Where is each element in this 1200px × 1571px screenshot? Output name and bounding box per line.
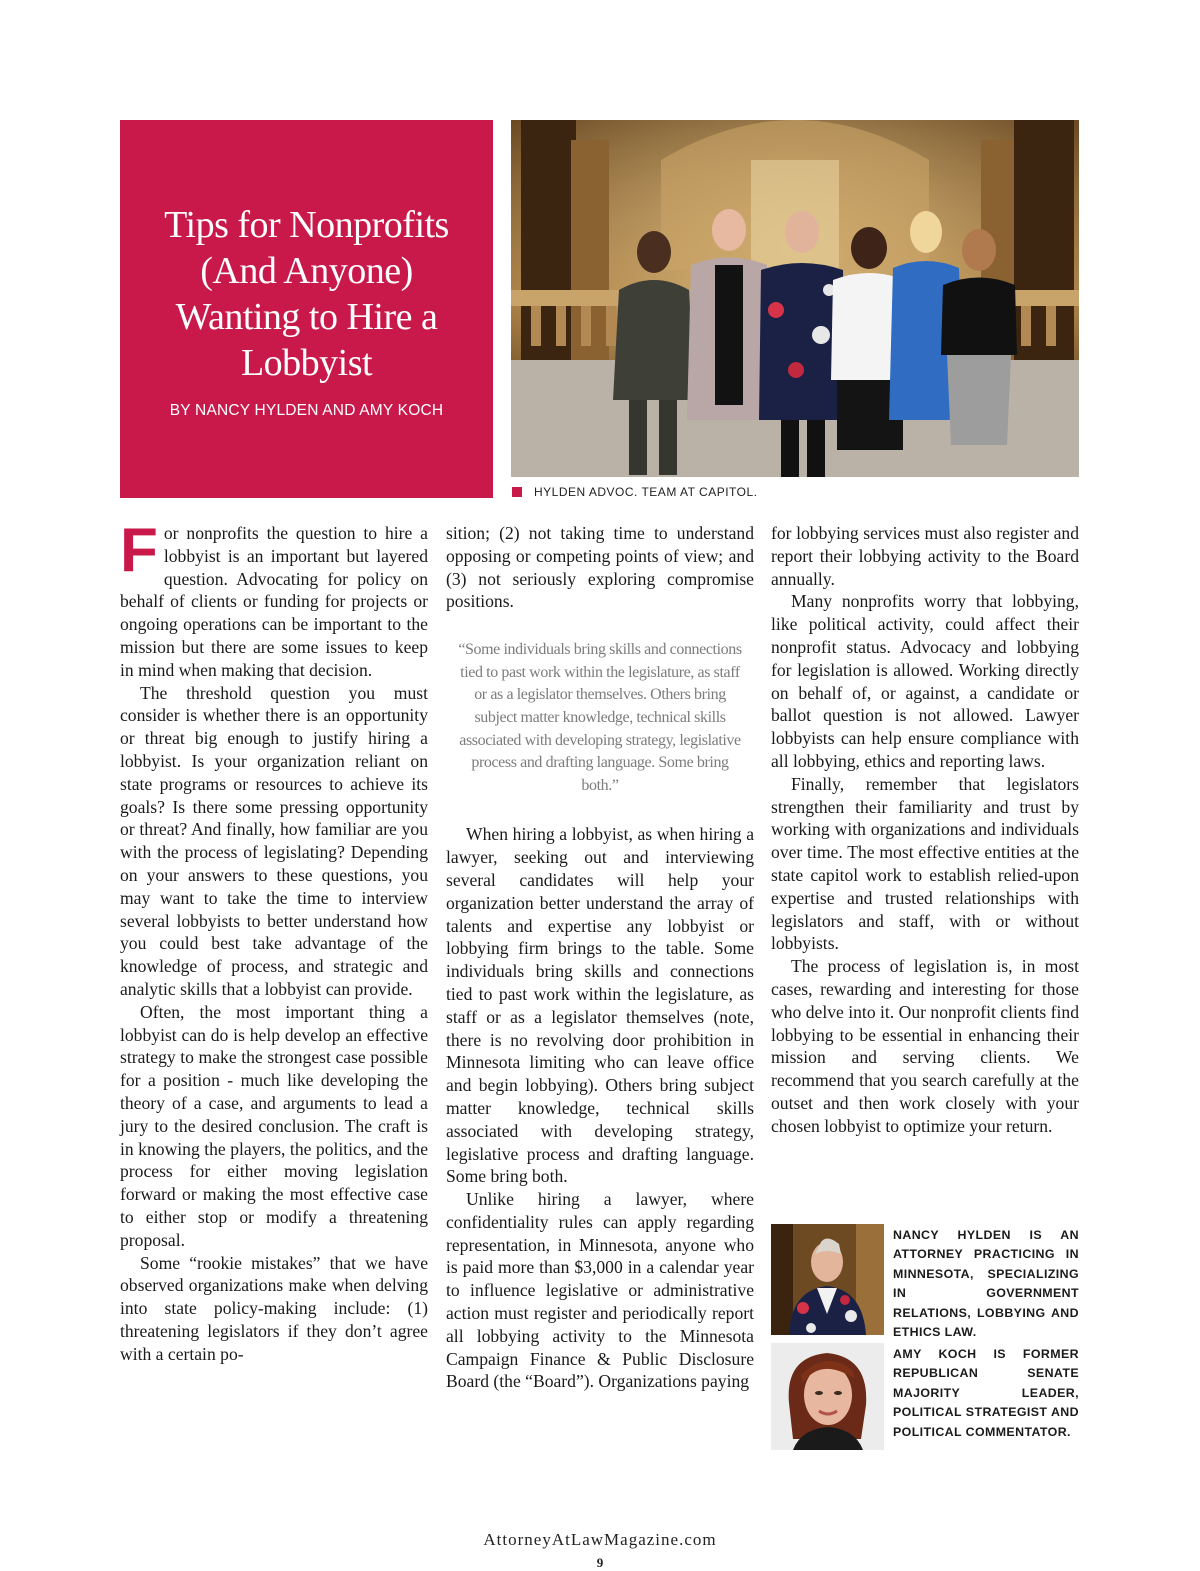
paragraph: Many nonprofits worry that lobbying, like political activity, could affect their nonprofit status. Advocacy and lobbying for legislation is allowed. Working directly on behalf of, or against, a candidate or ballot question is not allowed. Lawyer lobbyists can help ensure compliance with all lobbying, ethics and reporting laws. (771, 591, 1079, 771)
paragraph (120, 516, 428, 682)
caption-text: HYLDEN ADVOC. TEAM AT CAPITOL. (534, 485, 758, 499)
pull-quote: “Some individuals bring skills and connections tied to past work within the legislature, as staff or as a legislator themselves. Others bring subject matter knowledge, technical skills associated with developing strategy, legislative process and drafting language. Some bring both.” (458, 641, 742, 794)
team-photo (511, 120, 1079, 477)
author-bio-koch (771, 1343, 1079, 1453)
article-title: Tips for Nonprofits (And Anyone) Wanting to Hire a Lobbyist (164, 204, 449, 384)
paragraph: Often, the most important thing a lobbyist can do is help develop an effective strategy to make the strongest case possible for a position - much like developing the theory of a case, and arguments to lead a jury to the desired conclusion. The craft is in knowing the players, the politics, and the process for either moving legislation forward or making the most effective case to either stop or modify a threatening proposal. (120, 1001, 428, 1250)
paragraph: The threshold question you must consider is whether there is an opportunity or threat big enough to justify hiring a lobbyist. Is your organization reliant on state programs or resources to achieve its goals? Is there some pressing opportunity or threat? And finally, how familiar are you with the process of legislating? Depending on your answers to these questions, you may want to take the time to interview several lobbyists to better understand how you could best take advantage of the knowledge of process, and strategic and analytic skills that a lobbyist can provide. (120, 682, 428, 999)
title-block (120, 120, 493, 498)
drop-cap: F (120, 516, 158, 585)
bio-text: AMY KOCH IS FORMER REPUBLICAN SENATE MAJORITY LEADER, POLITICAL STRATEGIST AND POLITICAL COMMENTATOR. (893, 1347, 1079, 1439)
author-photo-koch (771, 1343, 884, 1450)
author-photo-hylden (771, 1224, 884, 1335)
page-number: 9 (596, 1555, 604, 1570)
caption-marker (512, 487, 522, 497)
paragraph: When hiring a lobbyist, as when hiring a lawyer, seeking out and interviewing several candidates will help your organization better understand the array of talents and expertise any lobbyist or lobbying firm brings to the table. Some individuals bring skills and connections tied to past work within the legislature, as staff or as a legislator themselves (note, there is no revolving door prohibition in Minnesota limiting who can leave office and begin lobbying). Others bring subject matter knowledge, technical skills associated with developing strategy, legislative process and drafting language. Some bring both. (446, 824, 754, 1187)
column-2 (446, 522, 754, 1393)
paragraph: Some “rookie mistakes” that we have observed organizations make when delving into state policy-making include: (1) threatening legislators if they don’t agree with a certain po- (120, 1252, 428, 1364)
photo-caption (512, 485, 758, 499)
author-bio-hylden (771, 1224, 1079, 1339)
paragraph: The process of legislation is, in most cases, rewarding and interesting for those who delve into it. Our nonprofit clients find lobbying to be essential in enhancing their mission and serving clients. We recommend that you search carefully at the outset and then work closely with your chosen lobbyist to optimize your return. (771, 956, 1079, 1136)
paragraph: for lobbying services must also register and report their lobbying activity to the Board annually. (771, 523, 1079, 589)
paragraph: Unlike hiring a lawyer, where confidentiality rules can apply regarding representation, in Minnesota, anyone who is paid more than $3,000 in a calendar year to influence legislative or administrative action must register and periodically report all lobbying activity to the Minnesota Campaign Finance & Public Disclosure Board (the “Board”). Organizations paying (446, 1189, 754, 1392)
column-1 (120, 516, 428, 1365)
paragraph: sition; (2) not taking time to understand opposing or competing points of view; and (3) not seriously exploring compromise positions. (446, 523, 754, 612)
column-3 (771, 522, 1079, 1138)
footer-site: AttorneyAtLawMagazine.com (483, 1530, 717, 1549)
paragraph-text: or nonprofits the question to hire a lobbyist is an important but layered question. Advocating for policy on behalf of clients or funding for projects or ongoing operations can be important to the mission but there are some issues to keep in mind when making that decision. (120, 523, 428, 680)
paragraph: Finally, remember that legislators strengthen their familiarity and trust by working with organizations and individuals over time. The most effective entities at the state capitol work to establish relied-upon expertise and trusted relationships with legislators and staff, with or without lobbyists. (771, 773, 1079, 954)
bio-text: NANCY HYLDEN IS AN ATTORNEY PRACTICING IN MINNESOTA, SPECIALIZING IN GOVERNMENT RELATIONS, LOBBYING AND ETHICS LAW. (893, 1228, 1079, 1340)
byline: BY NANCY HYLDEN AND AMY KOCH (169, 402, 444, 419)
